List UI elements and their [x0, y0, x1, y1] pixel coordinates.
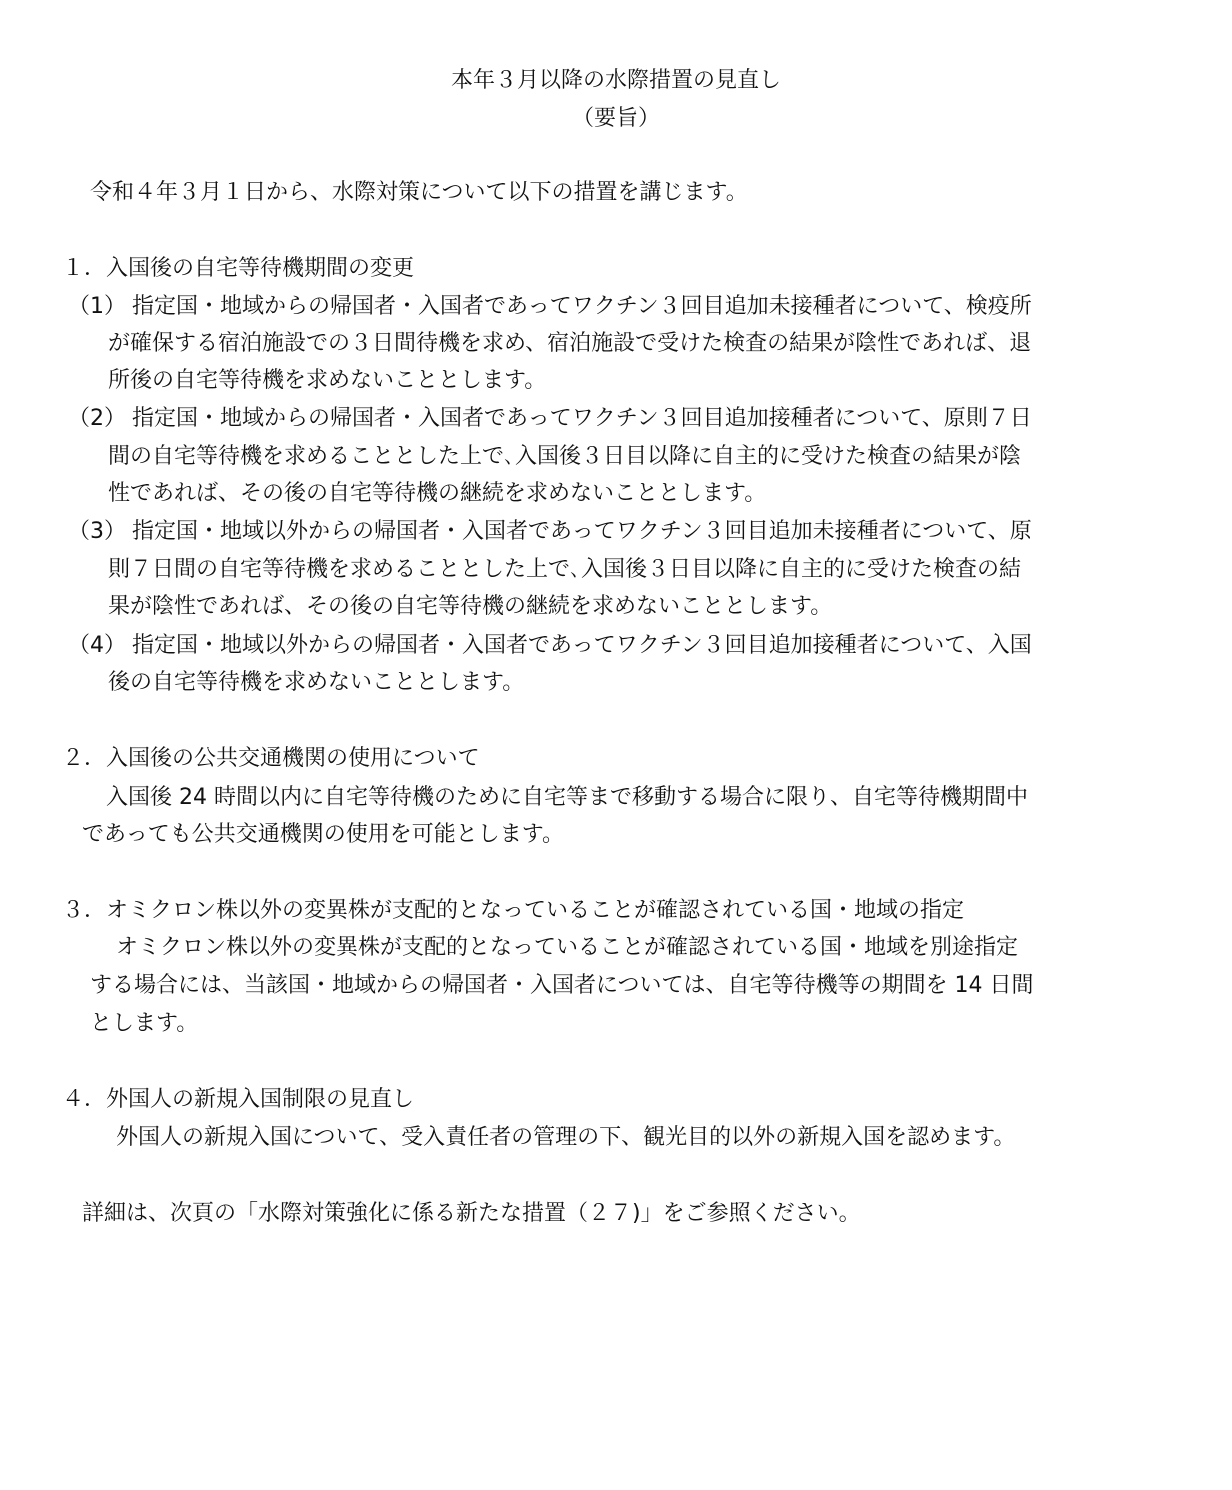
list-item-text: 間の自宅等待機を求めることとした上で､入国後３日目以降に自主的に受けた検査の結果が陰 — [108, 444, 1022, 469]
list-item-text: 則７日間の自宅等待機を求めることとした上で､入国後３日目以降に自主的に受けた検査の結 — [108, 557, 1022, 582]
list-item-label: （2） — [68, 406, 126, 431]
section-title: 入国後の自宅等待機期間の変更 — [106, 256, 415, 281]
list-item-label: （4） — [68, 633, 126, 658]
list-item-text: 指定国・地域以外からの帰国者・入国者であってワクチン３回目追加未接種者について、原 — [132, 519, 1032, 544]
section-2-heading — [62, 741, 480, 777]
section-4-body: 外国人の新規入国について、受入責任者の管理の下、観光目的以外の新規入国を認めます。 — [116, 1125, 1016, 1150]
section-number: ２． — [62, 746, 107, 771]
section-4-heading — [62, 1082, 414, 1118]
section-3-heading — [62, 893, 964, 929]
section-title: オミクロン株以外の変異株が支配的となっていることが確認されている国・地域の指定 — [106, 898, 965, 923]
page-title: 本年３月以降の水際措置の見直し — [450, 68, 781, 93]
section-3-body: オミクロン株以外の変異株が支配的となっていることが確認されている国・地域を別途指定 — [116, 935, 1019, 960]
section-title: 入国後の公共交通機関の使用について — [106, 746, 480, 771]
list-item-text: 所後の自宅等待機を求めないこととします。 — [108, 368, 547, 393]
list-item-text: 性であれば、その後の自宅等待機の継続を求めないこととします。 — [108, 481, 767, 506]
section-number: １． — [62, 256, 107, 281]
section-2-body: であっても公共交通機関の使用を可能とします。 — [82, 822, 565, 847]
list-item-text: 果が陰性であれば、その後の自宅等待機の継続を求めないこととします。 — [108, 594, 833, 619]
list-item-label: （3） — [68, 519, 126, 544]
section-2-body: 入国後 24 時間以内に自宅等待機のために自宅等まで移動する場合に限り、自宅等待機期間中 — [106, 785, 1028, 810]
section-number: ３． — [62, 898, 107, 923]
section-3-body: とします。 — [90, 1011, 199, 1036]
closing-note: 詳細は、次頁の「水際対策強化に係る新たな措置（２７)」をご参照ください。 — [82, 1201, 861, 1226]
section-title: 外国人の新規入国制限の見直し — [106, 1087, 415, 1112]
list-item-label: （1） — [68, 294, 126, 319]
section-1-heading — [62, 251, 414, 287]
list-item-text: 後の自宅等待機を求めないこととします。 — [108, 670, 525, 695]
list-item-text: が確保する宿泊施設での３日間待機を求め、宿泊施設で受けた検査の結果が陰性であれば、退 — [108, 331, 1032, 356]
section-number: ４． — [62, 1087, 107, 1112]
section-3-body: する場合には、当該国・地域からの帰国者・入国者については、自宅等待機等の期間を 14 日間 — [90, 973, 1034, 998]
page-subtitle: （要旨） — [571, 106, 660, 131]
list-item-text: 指定国・地域以外からの帰国者・入国者であってワクチン３回目追加接種者について、入国 — [132, 633, 1032, 658]
list-item-text: 指定国・地域からの帰国者・入国者であってワクチン３回目追加接種者について、原則７日 — [132, 406, 1032, 431]
intro-paragraph: 令和４年３月１日から、水際対策について以下の措置を講じます。 — [90, 180, 748, 205]
list-item-text: 指定国・地域からの帰国者・入国者であってワクチン３回目追加未接種者について、検疫所 — [132, 294, 1032, 319]
